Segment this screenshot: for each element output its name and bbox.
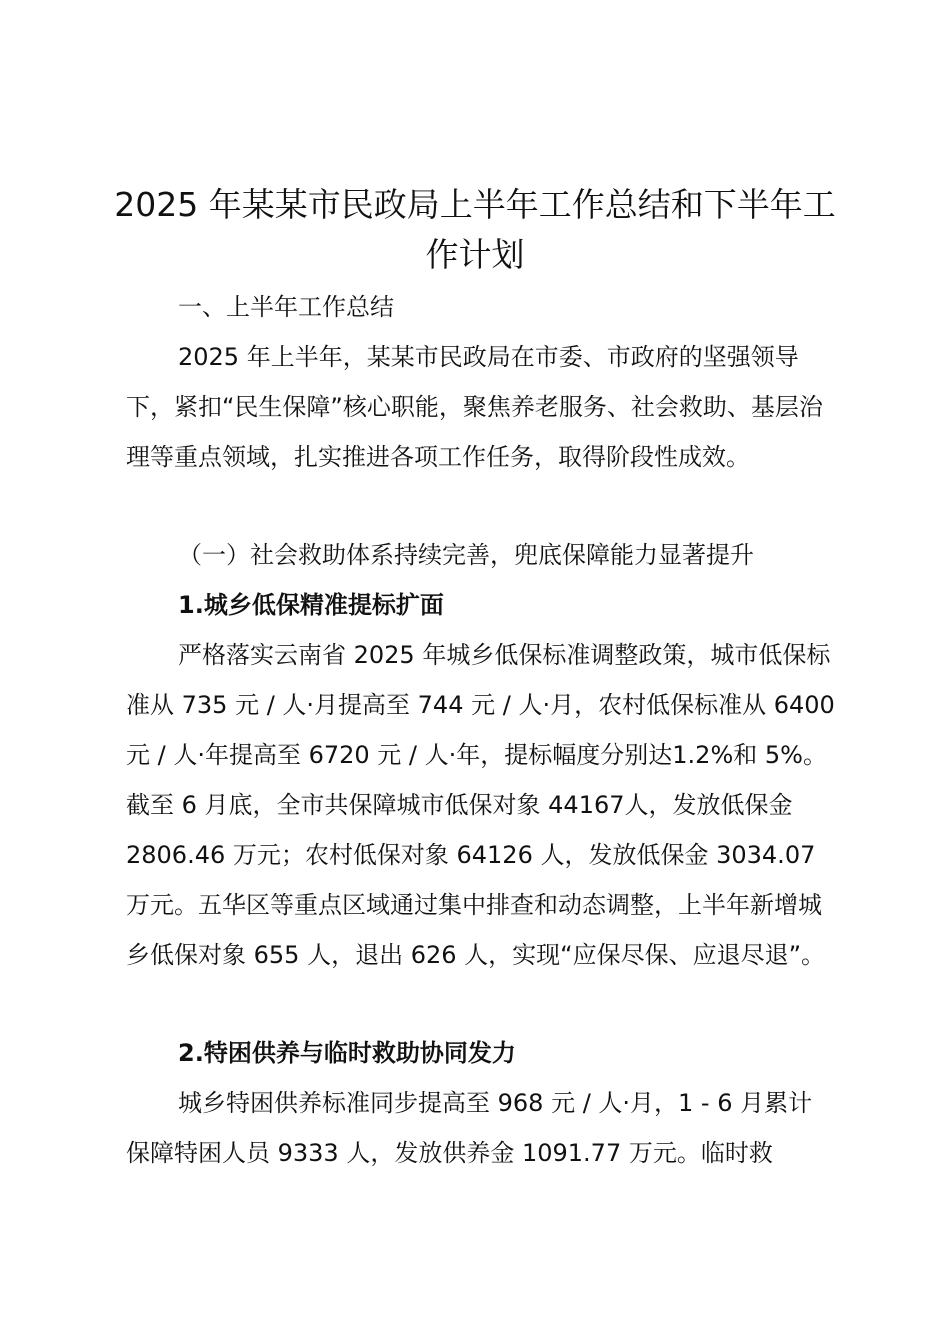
document-title: 2025 年某某市民政局上半年工作总结和下半年工作计划 (114, 185, 836, 274)
item-paragraph-special-support: 城乡特困供养标准同步提高至 968 元 / 人·月，1 - 6 月累计保障特困人员 9333 人，发放供养金 1091.77 万元。临时救 (126, 1089, 813, 1167)
subsection-heading-social-assistance: （一）社会救助体系持续完善，兜底保障能力显著提升 (178, 541, 754, 569)
item-heading-special-support: 2.特困供养与临时救助协同发力 (178, 1039, 516, 1067)
section-heading-summary: 一、上半年工作总结 (178, 293, 394, 321)
item-heading-minimum-living-security: 1.城乡低保精准提标扩面 (178, 591, 444, 619)
item-paragraph-minimum-living-security: 严格落实云南省 2025 年城乡低保标准调整政策，城市低保标准从 735 元 / 人·月提高至 744 元 / 人·月，农村低保标准从 6400 元 / 人·年提高至 6720 元 / 人·年，提标幅度分别达1.2%和 5%。截至 6 月底，全市共保障城市低保对象 44167人，发放低保金 2806.46 万元；农村低保对象 64126 人，发放低保金 3034.07 万元。五华区等重点区域通过集中排查和动态调整，上半年新增城乡低保对象 655 人，退出 626 人，实现“应保尽保、应退尽退”。 (126, 641, 835, 969)
intro-paragraph: 2025 年上半年，某某市民政局在市委、市政府的坚强领导下，紧扣“民生保障”核心职能，聚焦养老服务、社会救助、基层治理等重点领域，扎实推进各项工作任务，取得阶段性成效。 (126, 343, 823, 471)
